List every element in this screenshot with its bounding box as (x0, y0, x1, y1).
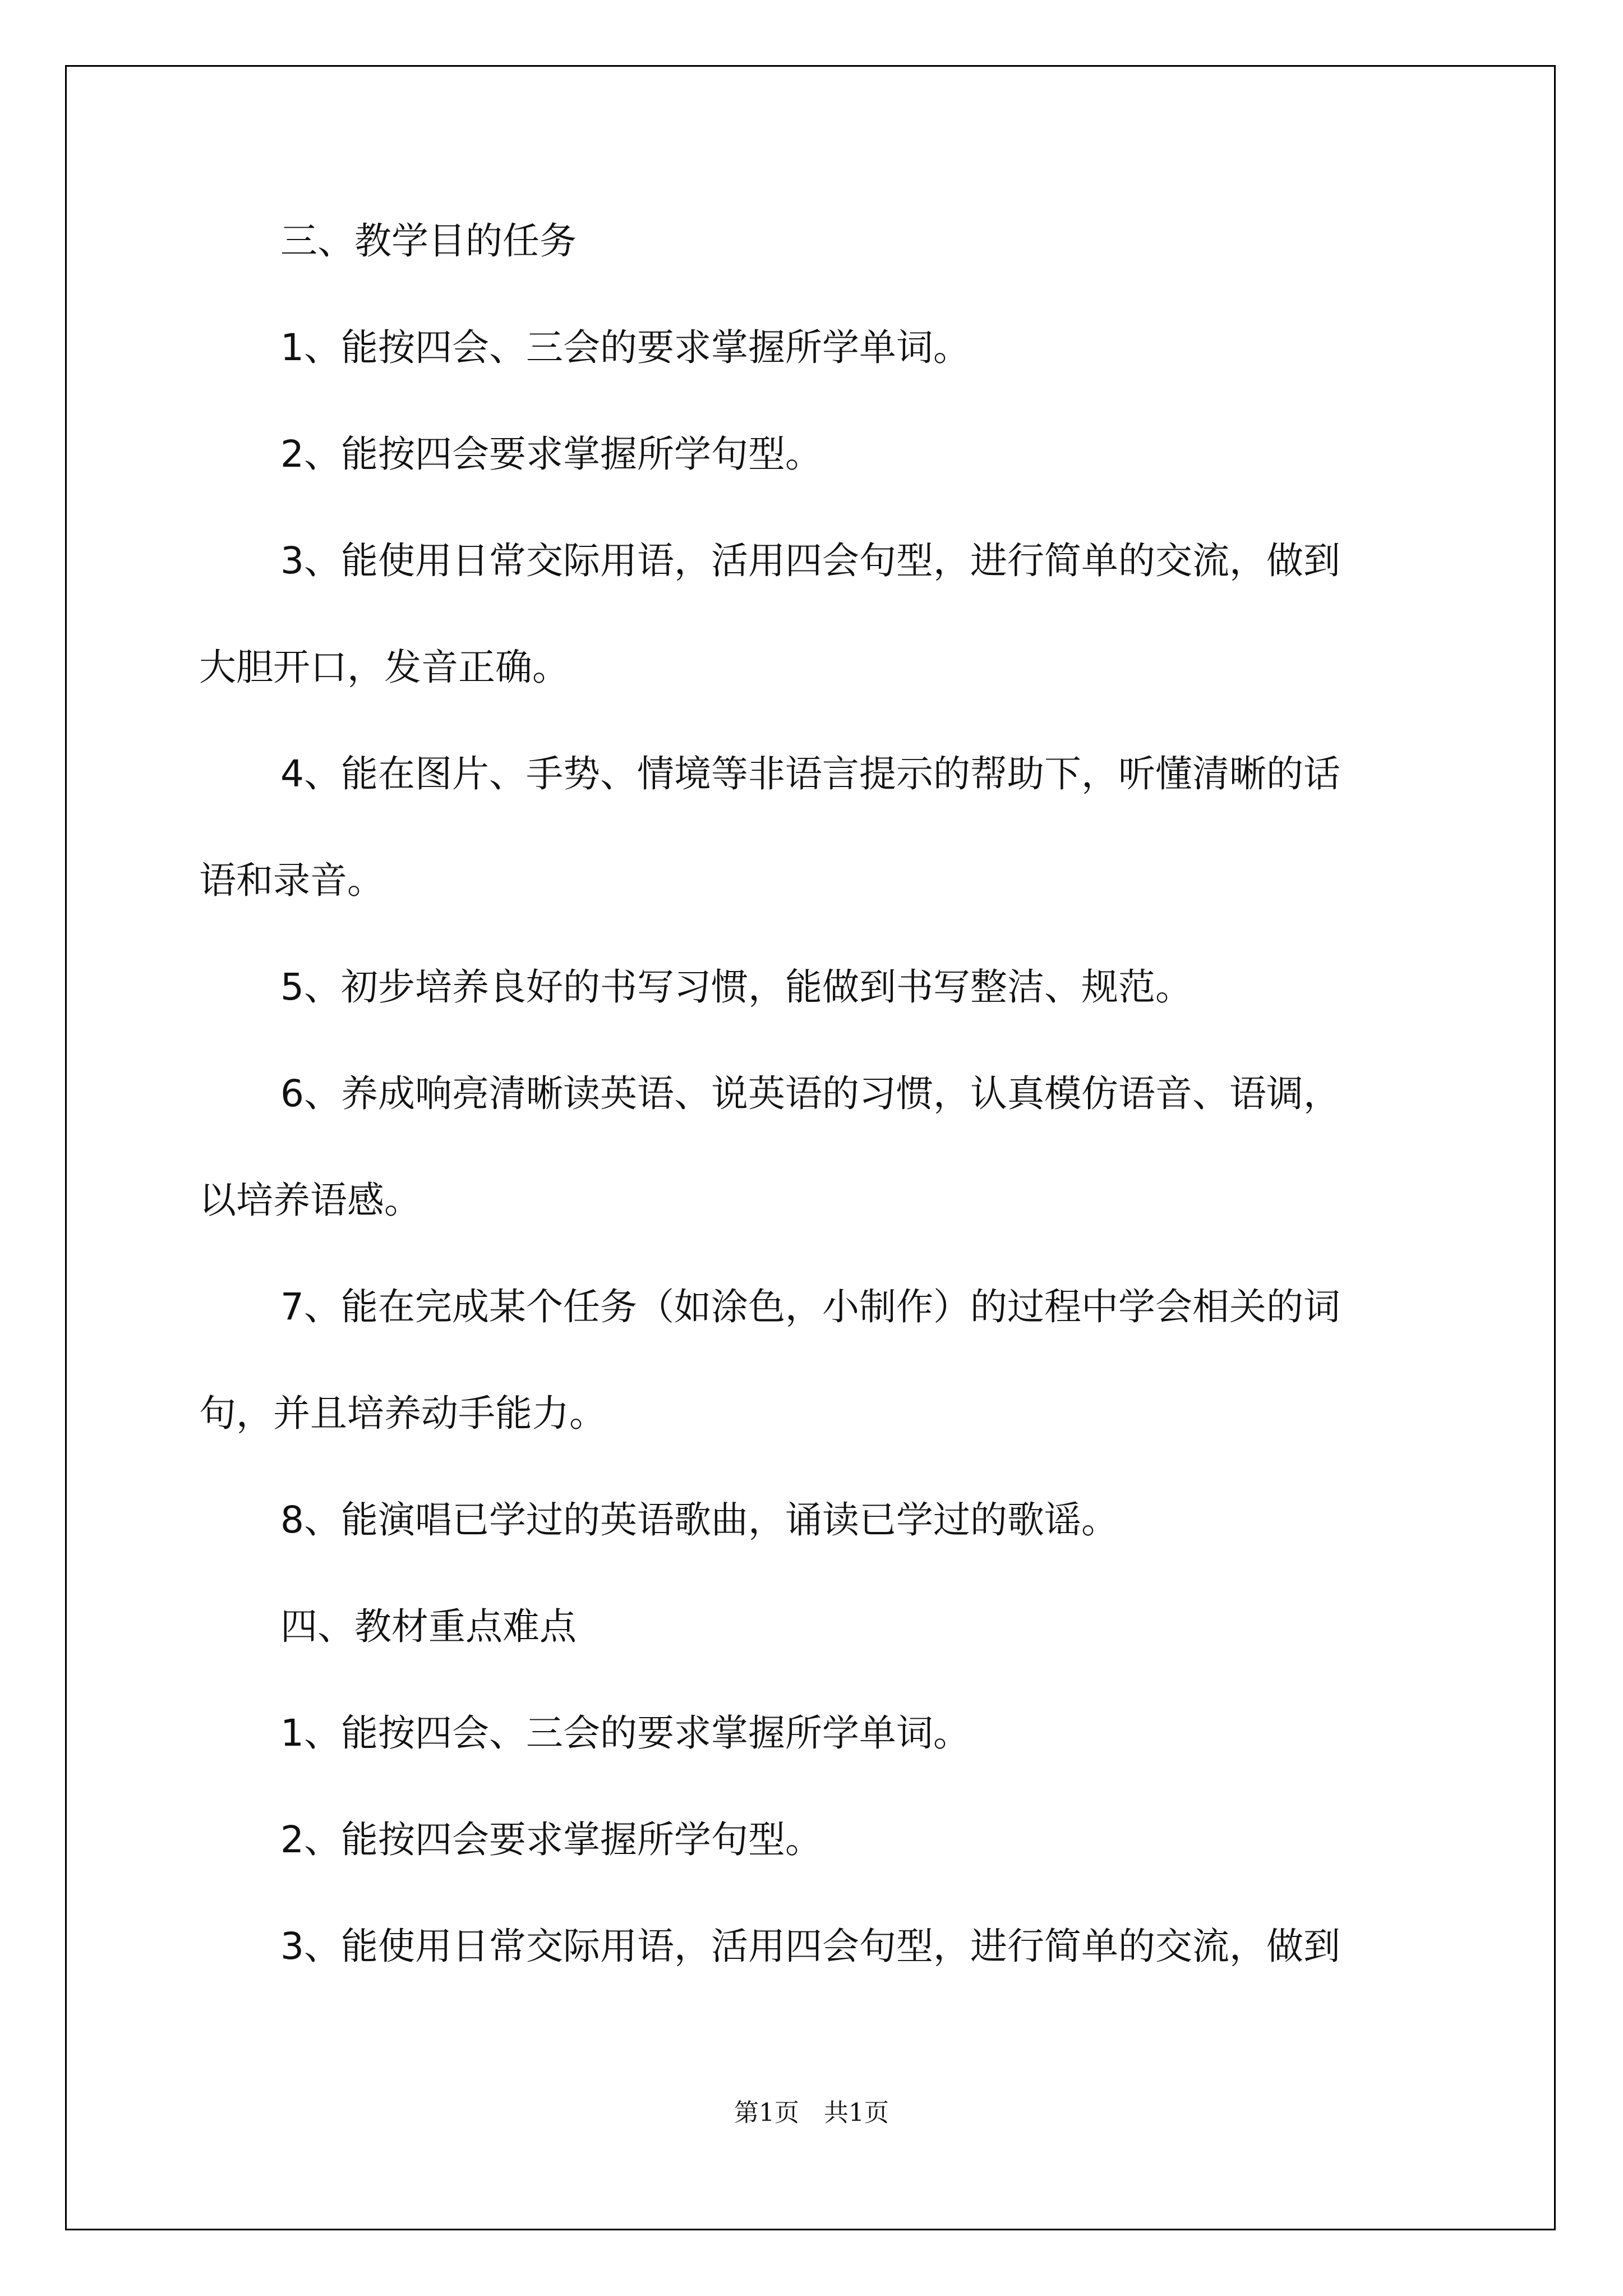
paragraph-line: 2、能按四会要求掌握所学句型。 (280, 432, 822, 476)
paragraph-line: 4、能在图片、手势、情境等非语言提示的帮助下，听懂清晰的话 (280, 752, 1340, 795)
paragraph-line: 3、能使用日常交际用语，活用四会句型，进行简单的交流，做到 (280, 1925, 1340, 1968)
paragraph-line: 8、能演唱已学过的英语歌曲，诵读已学过的歌谣。 (280, 1498, 1118, 1542)
heading-section-3: 三、教学目的任务 (280, 219, 577, 263)
paragraph-line: 以培养语感。 (199, 1179, 421, 1222)
paragraph-line: 2、能按四会要求掌握所学句型。 (280, 1818, 822, 1861)
paragraph-line: 5、初步培养良好的书写习惯，能做到书写整洁、规范。 (280, 965, 1192, 1009)
page-footer: 第1页 共1页 (734, 2099, 889, 2127)
heading-section-4: 四、教材重点难点 (280, 1605, 577, 1648)
paragraph-line: 3、能使用日常交际用语，活用四会句型，进行简单的交流，做到 (280, 539, 1340, 582)
paragraph-line: 大胆开口，发音正确。 (199, 646, 569, 689)
paragraph-line: 语和录音。 (199, 859, 384, 902)
paragraph-line: 1、能按四会、三会的要求掌握所学单词。 (280, 326, 970, 369)
paragraph-line: 句，并且培养动手能力。 (199, 1392, 606, 1435)
page-border (65, 65, 1556, 2230)
paragraph-line: 1、能按四会、三会的要求掌握所学单词。 (280, 1711, 970, 1755)
paragraph-line: 7、能在完成某个任务（如涂色，小制作）的过程中学会相关的词 (280, 1285, 1340, 1328)
paragraph-line: 6、养成响亮清晰读英语、说英语的习惯，认真模仿语音、语调， (280, 1072, 1340, 1115)
